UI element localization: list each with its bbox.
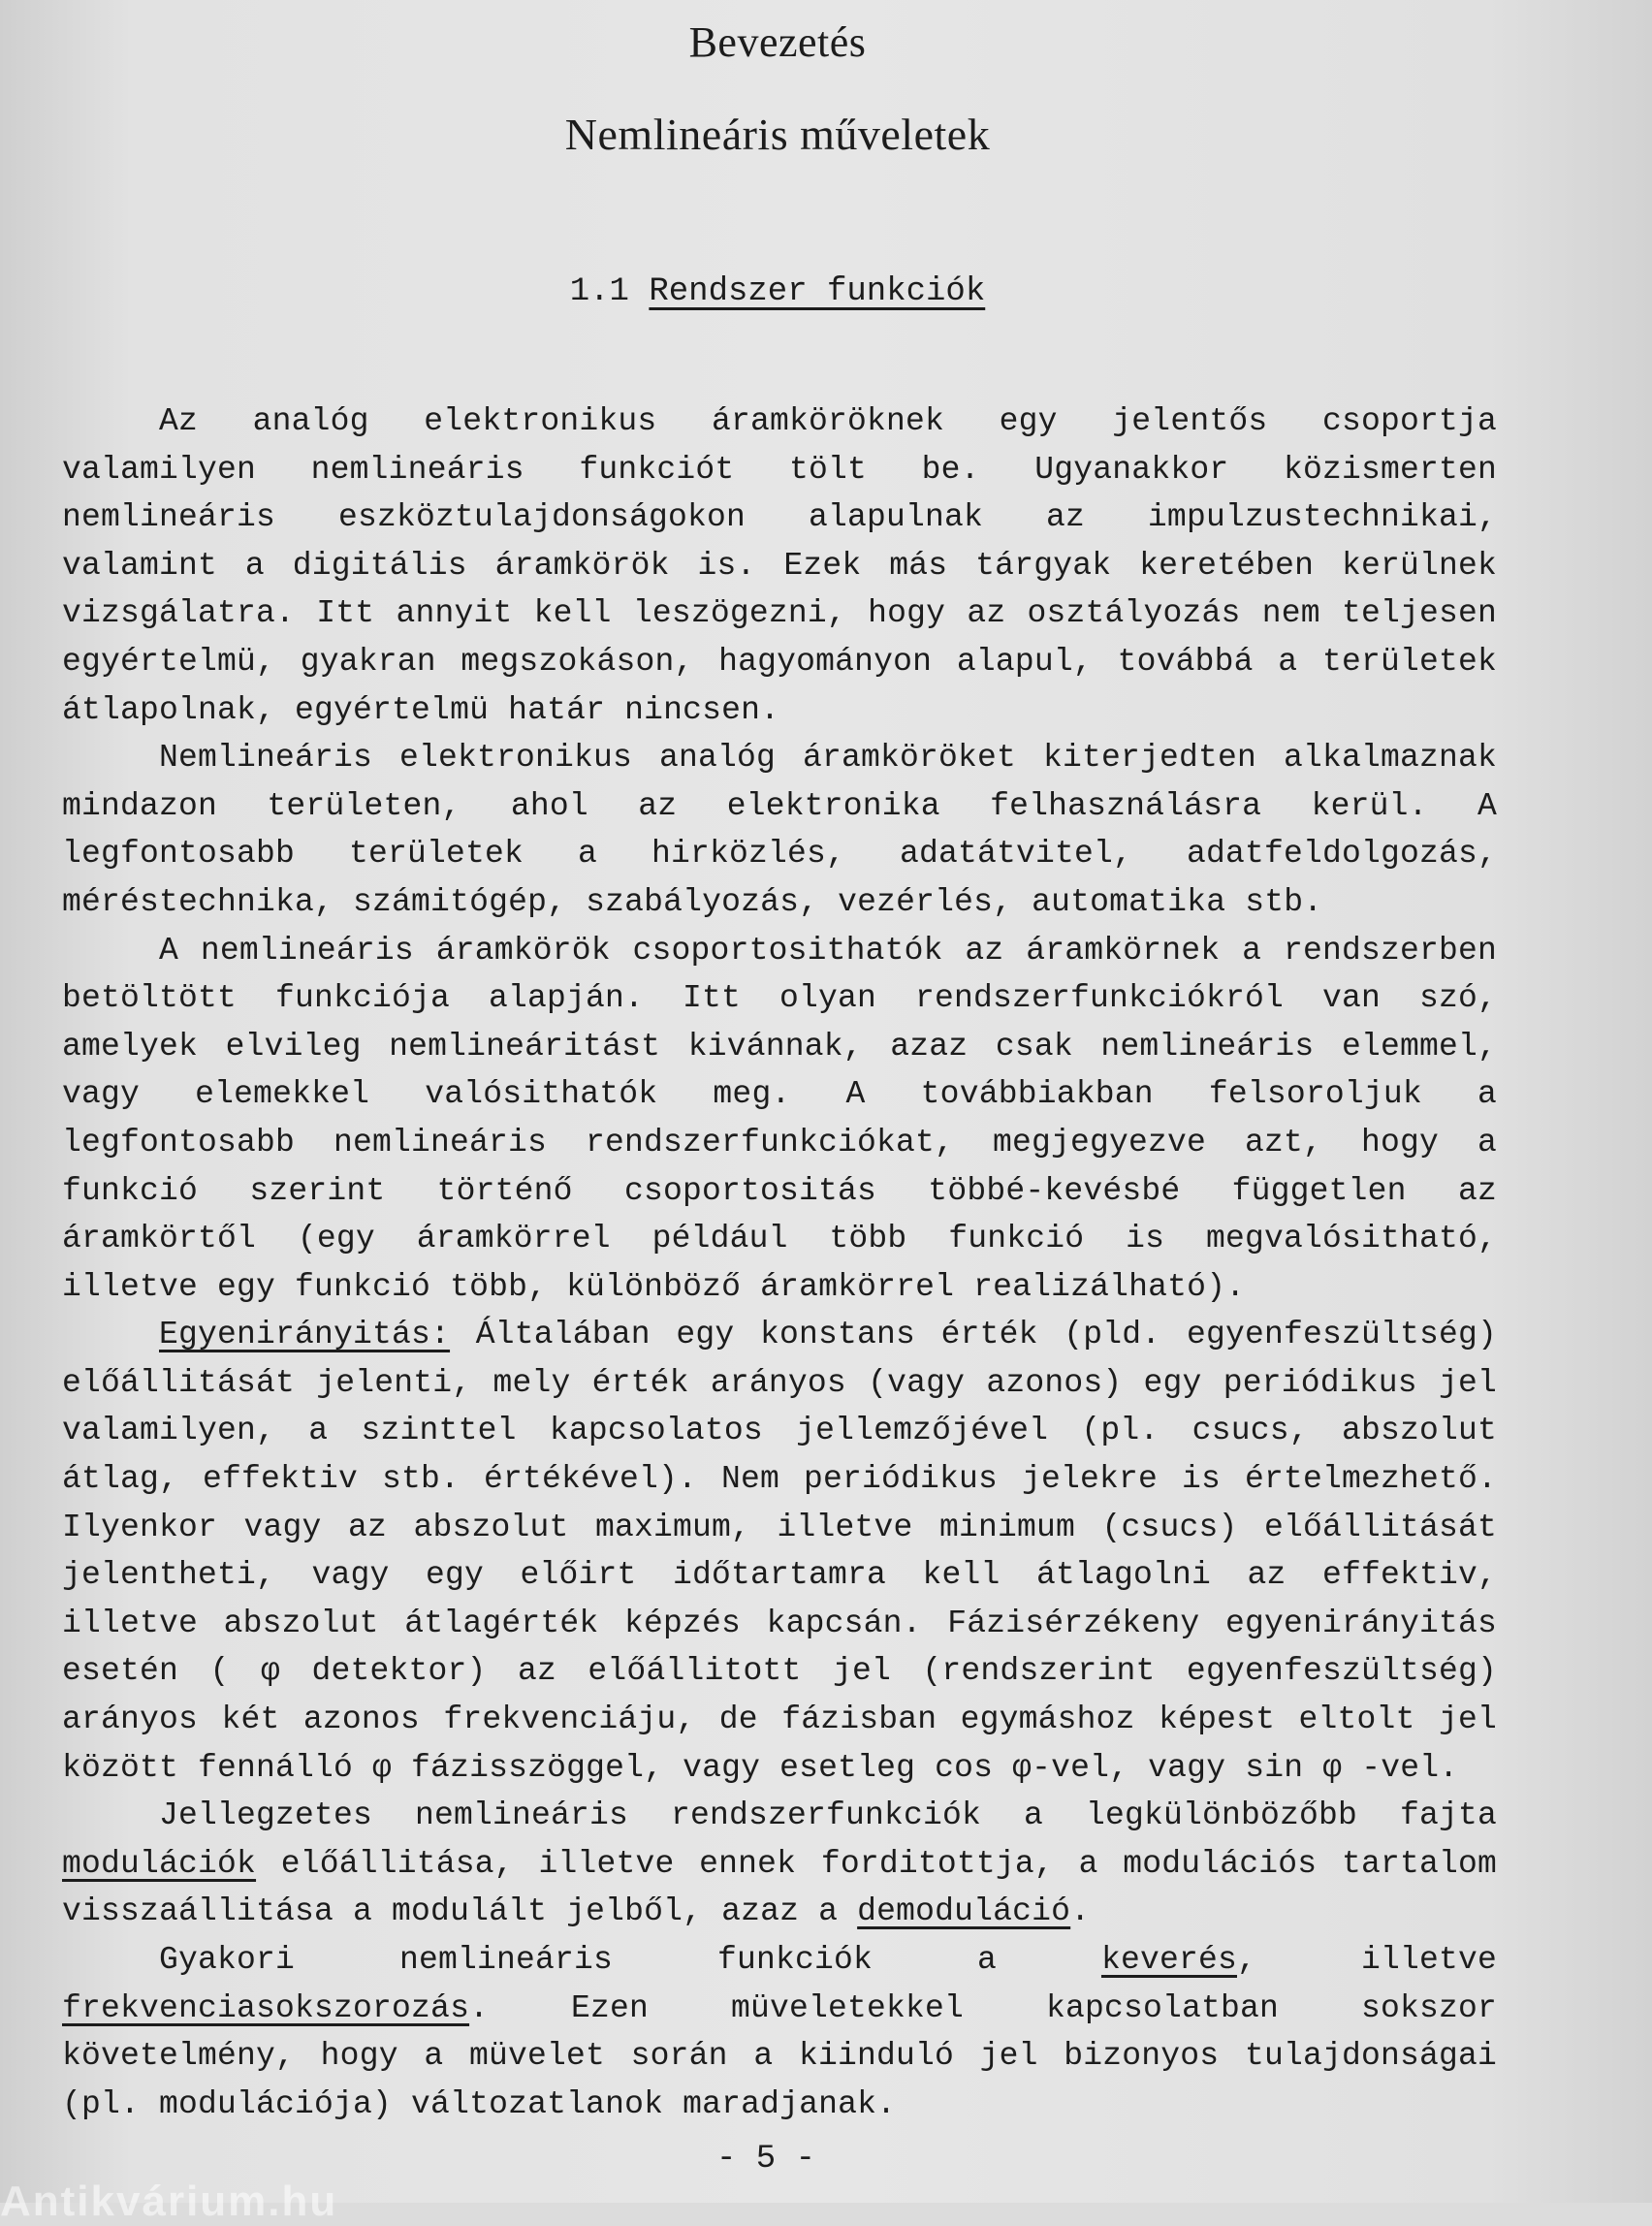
paragraph-5 xyxy=(62,1792,1497,1936)
term-keveres: keverés xyxy=(1100,1942,1237,1978)
paragraph-5-part-c: . xyxy=(1070,1893,1091,1930)
paragraph-2: Nemlineáris elektronikus analóg áramköröket kiterjedten alkalmaznak mindazon területen, ahol az elektronika felhasználásra kerül. A legfontosabb területek a hirközlés, adatátvitel, adatfeldolgozás, méréstechnika, számitógép, szabályozás, vezérlés, automatika stb. xyxy=(62,740,1497,920)
section-title: Rendszer funkciók xyxy=(649,273,986,310)
section-number: 1.1 xyxy=(569,273,629,310)
body-text xyxy=(62,398,1497,2128)
term-demodulacio: demoduláció xyxy=(857,1893,1071,1930)
paragraph-5-part-a: Jellegzetes nemlineáris rendszerfunkciók a legkülönbözőbb fajta xyxy=(159,1797,1497,1834)
paragraph-5-part-b: előállitása, illetve ennek forditottja, a modulációs tartalom visszaállitása a modulált jelből, azaz a xyxy=(62,1845,1497,1930)
paragraph-1: Az analóg elektronikus áramköröknek egy jelentős csoportja valamilyen nemlineáris funkciót tölt be. Ugyanakkor közismerten nemlineáris eszköztulajdonságokon alapulnak az impulzustechnikai, valamint a digitális áramkörök is. Ezek más tárgyak keretében kerülnek vizsgálatra. Itt annyit kell leszögezni, hogy az osztályozás nem teljesen egyértelmü, gyakran megszokáson, hagyományon alapul, továbbá a területek átlapolnak, egyértelmü határ nincsen. xyxy=(62,403,1497,728)
paragraph-4 xyxy=(62,1311,1497,1792)
term-frekvenciasokszorozas: frekvenciasokszorozás xyxy=(62,1989,470,2026)
term-egyeniranyitas: Egyenirányitás: xyxy=(159,1317,451,1353)
paragraph-4-text: Általában egy konstans érték (pld. egyenfeszültség) előállitását jelenti, mely érték arányos (vagy azonos) egy periódikus jel valamilyen, a szinttel kapcsolatos jellemzőjével (pl. csucs, abszolut átlag, effektiv stb. értékével). Nem periódikus jelekre is értelmezhető. Ilyenkor vagy az abszolut maximum, illetve minimum (csucs) előállitását jelentheti, vagy egy előirt időtartamra kell átlagolni az effektiv, illetve abszolut átlagérték képzés kapcsán. Fázisérzékeny egyenirányitás esetén ( φ detektor) az előállitott jel (rendszerint egyenfeszültség) arányos két azonos frekvenciáju, de fázisban egymáshoz képest eltolt jel között fennálló φ fázisszöggel, vagy esetleg cos φ-vel, vagy sin φ -vel. xyxy=(62,1317,1497,1786)
term-modulaciok: modulációk xyxy=(62,1845,257,1882)
chapter-title: Bevezetés xyxy=(688,18,867,66)
watermark: Antikvárium.hu xyxy=(0,2178,338,2225)
chapter-subtitle: Nemlineáris műveletek xyxy=(564,110,991,159)
page-number: - 5 - xyxy=(715,2141,816,2178)
paragraph-6-part-b: , illetve xyxy=(1237,1942,1497,1978)
paragraph-6-part-a: Gyakori nemlineáris funkciók a xyxy=(159,1942,1101,1978)
paragraph-6-part-c: . Ezen müveletekkel kapcsolatban sokszor követelmény, hogy a müvelet során a kiinduló jel bizonyos tulajdonságai (pl. modulációja) változatlanok maradjanak. xyxy=(62,1989,1497,2122)
section-heading xyxy=(0,273,1555,310)
paragraph-6 xyxy=(62,1936,1497,2128)
paragraph-3: A nemlineáris áramkörök csoportosithatók az áramkörnek a rendszerben betöltött funkciója alapján. Itt olyan rendszerfunkciókról van szó, amelyek elvileg nemlineáritást kivánnak, azaz csak nemlineáris elemmel, vagy elemekkel valósithatók meg. A továbbiakban felsoroljuk a legfontosabb nemlineáris rendszerfunkciókat, megjegyezve azt, hogy a funkció szerint történő csoportositás többé-kevésbé független az áramkörtől (egy áramkörrel például több funkció is megvalósitható, illetve egy funkció több, különböző áramkörrel realizálható). xyxy=(62,932,1497,1305)
